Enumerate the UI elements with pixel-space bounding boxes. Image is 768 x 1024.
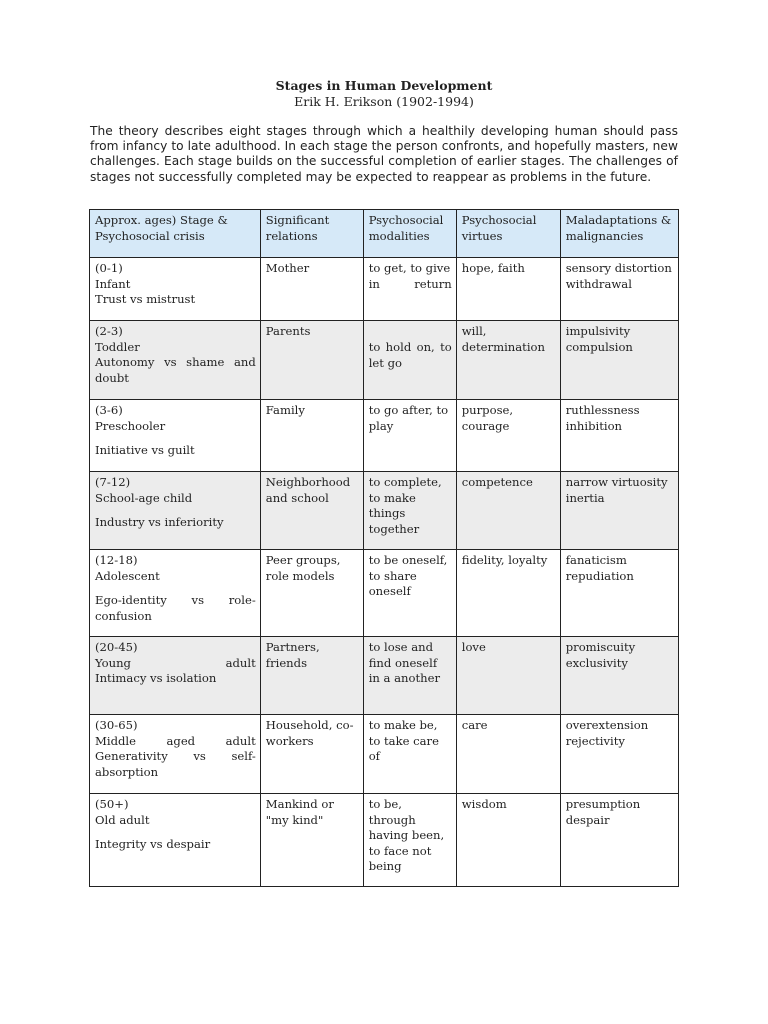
table-row [90,794,679,887]
relations-cell: Parents [260,321,363,400]
stage-crisis: Ego-identity vs role-confusion [95,593,256,623]
stage-name: Preschooler [95,418,166,433]
stage-ages: (3-6) [95,403,123,417]
maladaptations-cell [560,258,678,321]
stage-ages: (20-45) [95,640,138,654]
maladaptation: narrow virtuosity [565,475,668,489]
document-subtitle: Erik H. Erikson (1902-1994) [294,94,474,109]
virtues-cell: purpose, courage [456,400,560,472]
stage-crisis: Integrity vs despair [95,837,211,851]
modalities-cell: to get, to give in return [363,258,456,321]
stage-name: Toddler [95,339,140,354]
relations-cell: Partners, friends [260,637,363,715]
modalities-cell: to lose and find oneself in a another [363,637,456,715]
maladaptations-cell [560,637,678,715]
modalities-cell: to make be, to take care of [363,715,456,794]
stage-crisis: Intimacy vs isolation [95,671,217,685]
malignancy: rejectivity [565,733,625,748]
malignancy: repudiation [565,568,634,583]
malignancy: withdrawal [565,276,632,291]
stage-ages: (12-18) [95,553,138,567]
malignancy: compulsion [565,339,633,354]
modalities-cell: to go after, to play [363,400,456,472]
maladaptation: fanaticism [565,553,627,567]
maladaptation: promiscuity [565,640,636,654]
virtues-cell: will, determination [456,321,560,400]
relations-cell: Mankind or "my kind" [260,794,363,887]
maladaptations-cell [560,794,678,887]
maladaptation: sensory distortion [565,261,672,275]
stage-cell [90,472,261,550]
stage-ages: (50+) [95,797,129,811]
modalities-cell: to be, through having been, to face not being [363,794,456,887]
header-stage: Approx. ages) Stage & Psychosocial crisis [90,210,261,258]
maladaptation: impulsivity [565,324,631,338]
stage-name: Infant [95,276,131,291]
table-row [90,472,679,550]
virtues-cell: love [456,637,560,715]
stage-name: Adolescent [95,568,160,583]
virtues-cell: hope, faith [456,258,560,321]
modalities-cell: to be oneself, to share oneself [363,550,456,637]
malignancy: despair [565,812,610,827]
malignancy: inertia [565,490,605,505]
table-row [90,258,679,321]
malignancy: exclusivity [565,655,628,670]
stage-cell [90,321,261,400]
table-row [90,400,679,472]
stage-cell [90,550,261,637]
stage-crisis: Autonomy vs shame and doubt [95,355,256,385]
maladaptations-cell [560,550,678,637]
stage-cell [90,258,261,321]
header-virtues: Psychosocial virtues [456,210,560,258]
maladaptations-cell [560,715,678,794]
stage-crisis: Trust vs mistrust [95,292,196,306]
modalities-cell: to complete, to make things together [363,472,456,550]
virtues-cell: fidelity, loyalty [456,550,560,637]
stage-crisis: Industry vs inferiority [95,515,224,529]
relations-cell: Neighborhood and school [260,472,363,550]
header-modalities: Psychosocial modalities [363,210,456,258]
table-row [90,637,679,715]
header-relations: Significant relations [260,210,363,258]
maladaptation: overextension [565,718,649,732]
stage-name: Middle aged adult [95,733,256,748]
stage-cell [90,794,261,887]
maladaptations-cell [560,321,678,400]
table-header-row [90,210,679,258]
relations-cell: Family [260,400,363,472]
stage-ages: (30-65) [95,718,138,732]
stage-name: Old adult [95,812,150,827]
stage-cell [90,400,261,472]
table-row [90,550,679,637]
maladaptation: presumption [565,797,641,811]
header-maladaptations: Maladaptations & malignancies [560,210,678,258]
stage-cell [90,715,261,794]
stage-ages: (7-12) [95,475,131,489]
relations-cell: Peer groups, role models [260,550,363,637]
table-row [90,715,679,794]
intro-paragraph: The theory describes eight stages through which a healthily developing human should pass from infancy to late adulthood. In each stage the person confronts, and hopefully masters, new challenges. Each stage builds on the successful completion of earlier stages. The challenges of stages not successfully completed may be expected to reappear as problems in the future. [90,124,678,184]
relations-cell: Household, co-workers [260,715,363,794]
table-row [90,321,679,400]
stage-cell [90,637,261,715]
stages-table [89,209,679,887]
maladaptations-cell [560,400,678,472]
stage-crisis: Generativity vs self-absorption [95,749,256,779]
relations-cell: Mother [260,258,363,321]
stage-ages: (0-1) [95,261,123,275]
stage-crisis: Initiative vs guilt [95,443,195,457]
virtues-cell: wisdom [456,794,560,887]
stage-ages: (2-3) [95,324,123,338]
document-title: Stages in Human Development [275,78,493,93]
virtues-cell: competence [456,472,560,550]
malignancy: inhibition [565,418,623,433]
maladaptation: ruthlessness [565,403,640,417]
modalities-cell: to hold on, to let go [363,321,456,400]
stage-name: Young adult [95,655,256,670]
stage-name: School-age child [95,490,193,505]
maladaptations-cell [560,472,678,550]
virtues-cell: care [456,715,560,794]
